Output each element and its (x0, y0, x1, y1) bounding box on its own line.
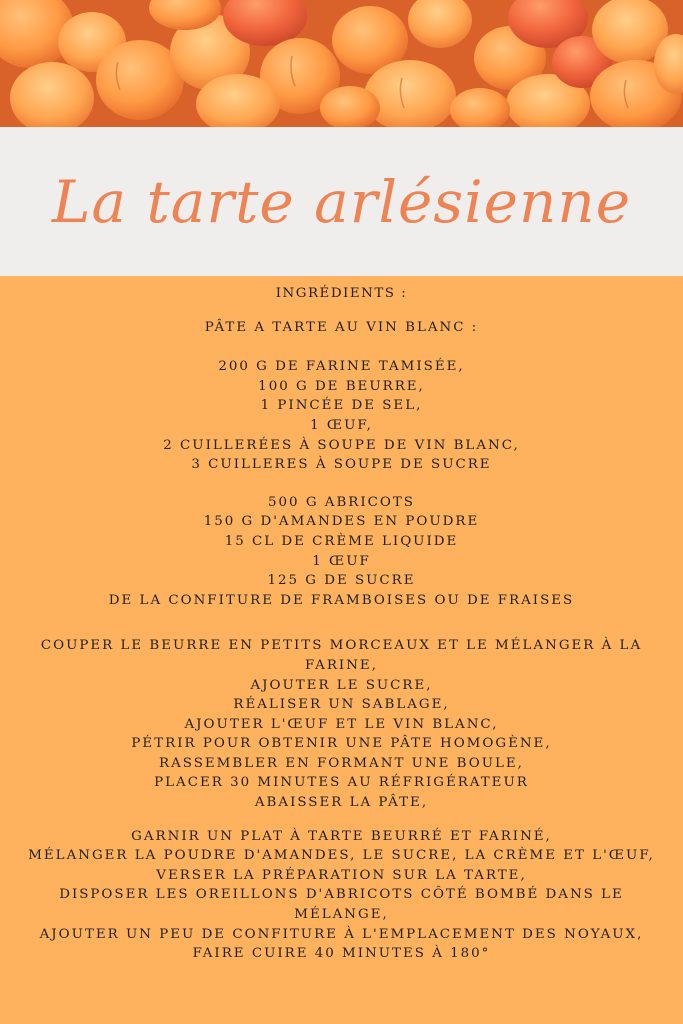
recipe-title: La tarte arlésienne (51, 167, 632, 236)
recipe-content (0, 276, 683, 964)
step-item: RASSEMBLER EN FORMANT UNE BOULE, (159, 755, 524, 771)
list-item: 150 G D'AMANDES EN POUDRE (203, 514, 480, 530)
tarte-steps-list (0, 827, 683, 964)
list-item: 200 G DE FARINE TAMISÉE, (218, 359, 465, 375)
step-item: AJOUTER L'ŒUF ET LE VIN BLANC, (184, 716, 499, 732)
list-item: 1 ŒUF, (310, 417, 373, 433)
step-item: RÉALISER UN SABLAGE, (233, 697, 450, 713)
step-item: COUPER LE BEURRE EN PETITS MORCEAUX ET LE MÉLANGER À LA FARINE, (40, 638, 643, 673)
garniture-ingredients-list (0, 493, 683, 611)
apricots-hero-image (0, 0, 683, 127)
step-item: PLACER 30 MINUTES AU RÉFRIGÉRATEUR (154, 775, 529, 791)
ingredients-heading: INGRÉDIENTS : (275, 286, 408, 301)
step-item: GARNIR UN PLAT À TARTE BEURRÉ ET FARINÉ, (131, 828, 552, 844)
list-item: 2 CUILLERÉES À SOUPE DE VIN BLANC, (163, 437, 520, 453)
step-item: AJOUTER UN PEU DE CONFITURE À L'EMPLACEMENT DES NOYAUX, (39, 926, 644, 942)
pate-ingredients-list (0, 357, 683, 475)
step-item: PÉTRIR POUR OBTENIR UNE PÂTE HOMOGÈNE, (131, 736, 552, 752)
step-item: VERSER LA PRÉPARATION SUR LA TARTE, (156, 867, 527, 883)
list-item: 1 ŒUF (312, 553, 371, 569)
list-item: 100 G DE BEURRE, (258, 378, 425, 394)
step-item: AJOUTER LE SUCRE, (250, 677, 433, 693)
step-item: FAIRE CUIRE 40 MINUTES À 180° (192, 946, 491, 962)
step-item: MÉLANGER LA POUDRE D'AMANDES, LE SUCRE, LA CRÈME ET L'ŒUF, (28, 848, 655, 864)
list-item: 125 G DE SUCRE (267, 573, 416, 589)
list-item: DE LA CONFITURE DE FRAMBOISES OU DE FRAISES (108, 592, 575, 608)
list-item: 1 PINCÉE DE SEL, (260, 398, 423, 414)
step-item: ABAISSER LA PÂTE, (254, 795, 429, 811)
pate-heading: PÂTE A TARTE AU VIN BLANC : (204, 319, 479, 335)
title-band (0, 127, 683, 276)
step-item: DISPOSER LES OREILLONS D'ABRICOTS CÔTÉ BOMBÉ DANS LE MÉLANGE, (59, 887, 624, 923)
list-item: 500 G ABRICOTS (268, 494, 415, 510)
pate-steps-list (0, 636, 683, 812)
list-item: 15 CL DE CRÈME LIQUIDE (224, 533, 459, 549)
apricots-photo (0, 0, 683, 127)
list-item: 3 CUILLERES À SOUPE DE SUCRE (191, 457, 492, 473)
